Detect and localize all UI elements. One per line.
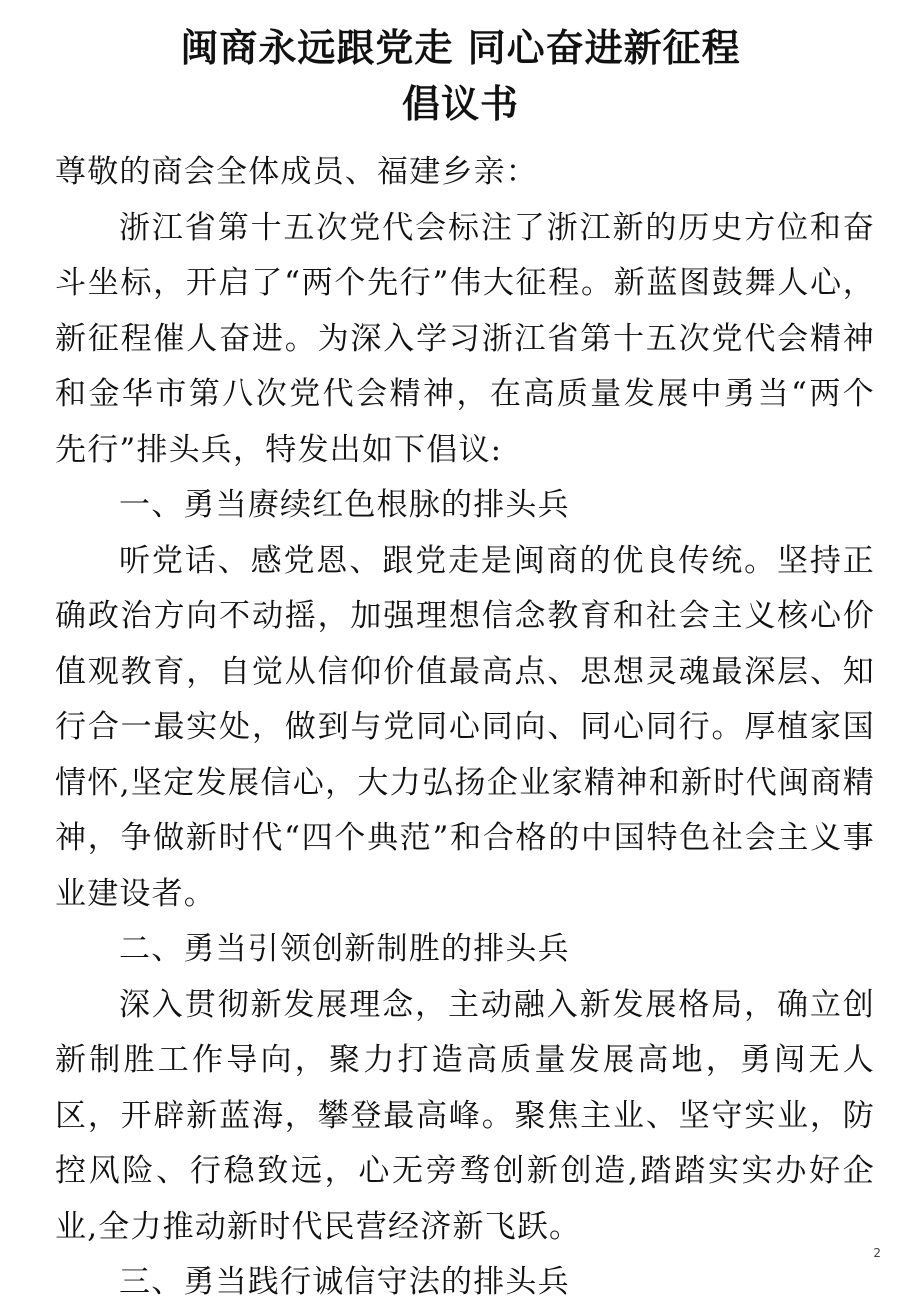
document-subtitle: 倡议书 xyxy=(401,81,519,126)
document-title: 闽商永远跟党走 同心奋进新征程 xyxy=(180,25,741,70)
page-number: 2 xyxy=(873,1246,881,1260)
intro-paragraph: 浙江省第十五次党代会标注了浙江新的历史方位和奋斗坐标，开启了“两个先行”伟大征程。新蓝图鼓舞人心，新征程催人奋进。为深入学习浙江省第十五次党代会精神和金华市第八次党代会精神，在高质量发展中勇当“两个先行”排头兵，特发出如下倡议: xyxy=(55,209,875,468)
document-body xyxy=(55,145,875,1311)
section-1-paragraph: 听党话、感党恩、跟党走是闽商的优良传统。坚持正确政治方向不动摇，加强理想信念教育和社会主义核心价值观教育，自觉从信仰价值最高点、思想灵魂最深层、知行合一最实处，做到与党同心同向、同心同行。厚植家国情怀,坚定发展信心，大力弘扬企业家精神和新时代闽商精神，争做新时代“四个典范”和合格的中国特色社会主义事业建设者。 xyxy=(55,542,875,912)
section-2-paragraph: 深入贯彻新发展理念，主动融入新发展格局，确立创新制胜工作导向，聚力打造高质量发展高地，勇闯无人区，开辟新蓝海，攀登最高峰。聚焦主业、坚守实业，防控风险、行稳致远，心无旁骛创新创造,踏踏实实办好企业,全力推动新时代民营经济新飞跃。 xyxy=(55,986,875,1245)
salutation: 尊敬的商会全体成员、福建乡亲： xyxy=(55,154,538,190)
section-1-heading: 一、勇当赓续红色根脉的排头兵 xyxy=(119,487,570,523)
section-2-heading: 二、勇当引领创新制胜的排头兵 xyxy=(119,931,570,967)
section-3-heading: 三、勇当践行诚信守法的排头兵 xyxy=(119,1264,570,1300)
